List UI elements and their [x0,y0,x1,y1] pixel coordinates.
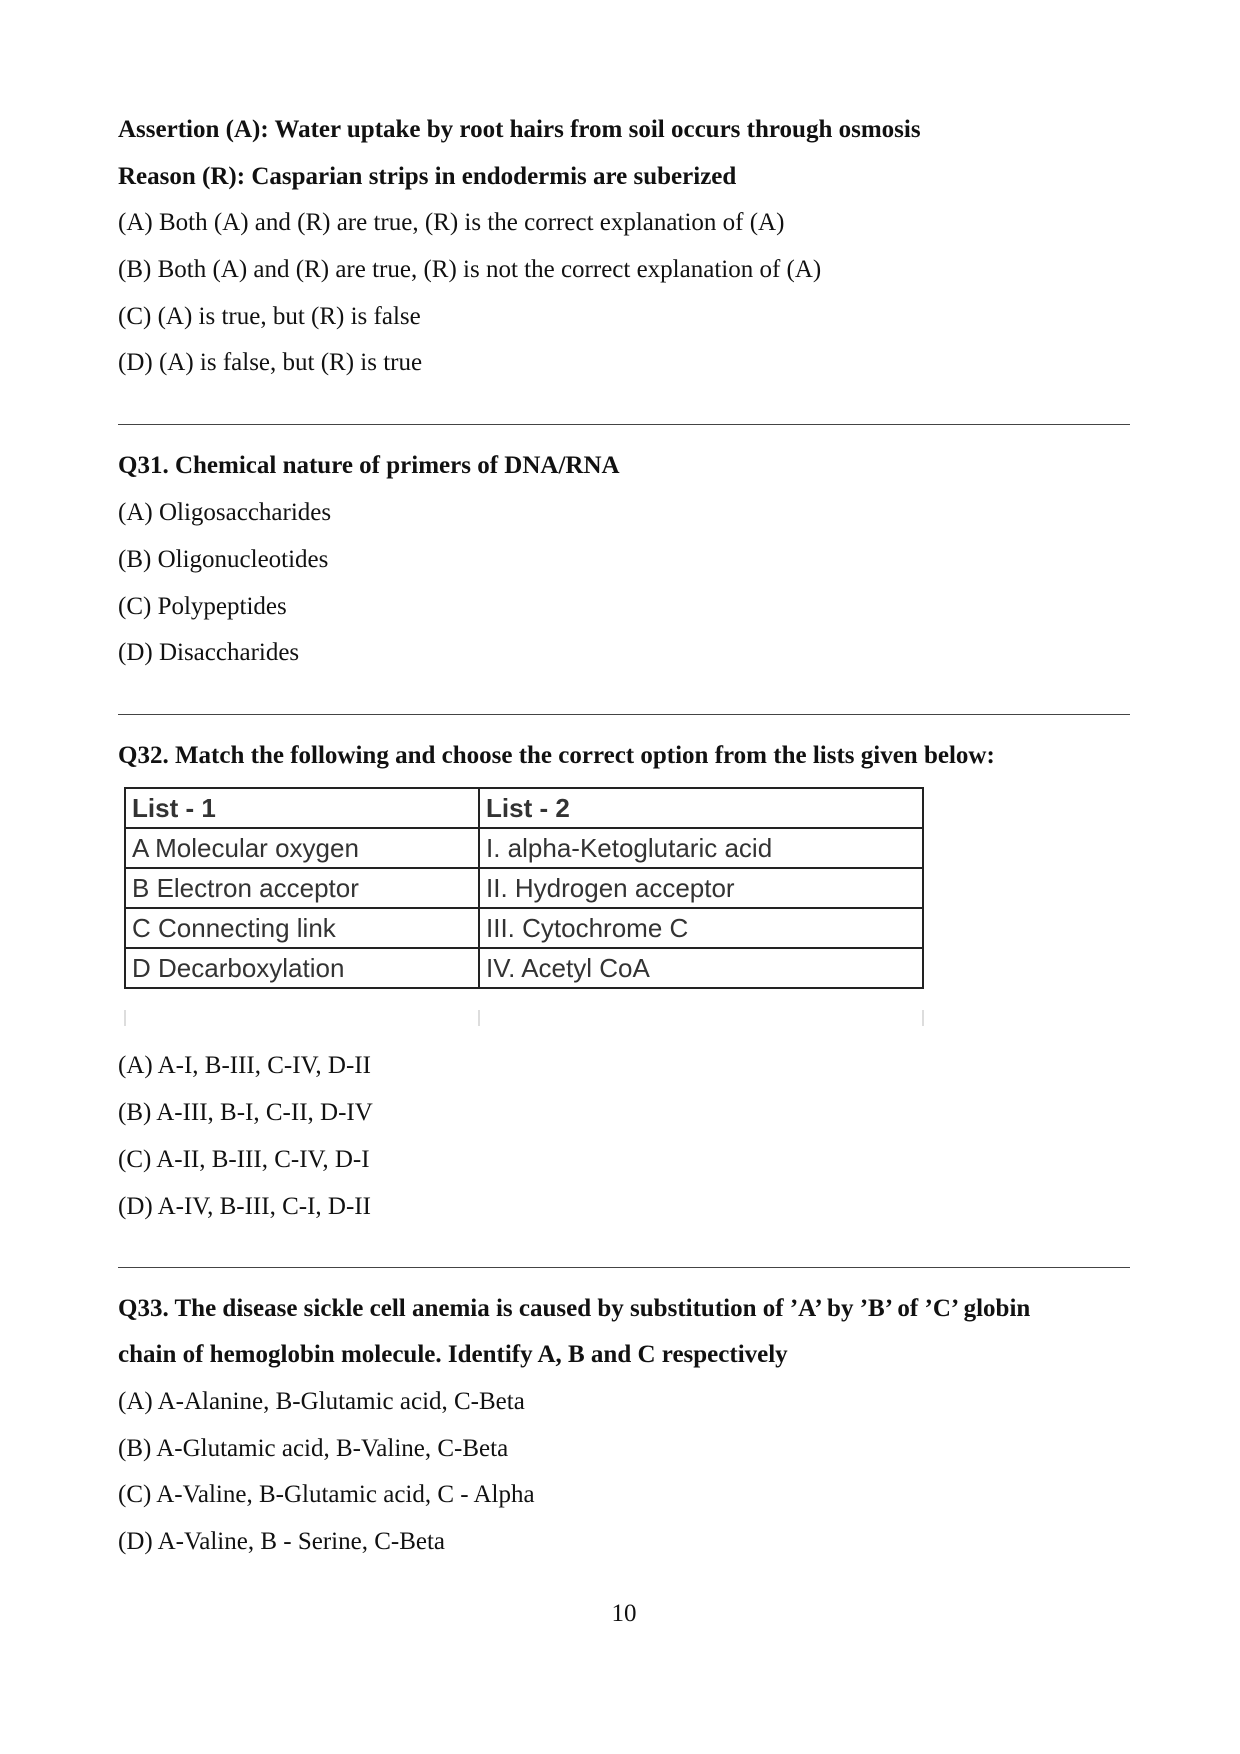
q30-option-c: (C) (A) is true, but (R) is false [118,303,421,330]
table-stub-line [922,1010,924,1026]
table-cell: I. alpha-Ketoglutaric acid [479,828,923,868]
reason-text: Reason (R): Casparian strips in endodermis are suberized [118,163,737,190]
q31-option-b: (B) Oligonucleotides [118,546,329,573]
q33-question-line2: chain of hemoglobin molecule. Identify A, B and C respectively [118,1341,788,1368]
q30-option-a: (A) Both (A) and (R) are true, (R) is the correct explanation of (A) [118,209,785,236]
q32-option-a: (A) A-I, B-III, C-IV, D-II [118,1052,371,1079]
table-cell: C Connecting link [125,908,479,948]
table-header-list1: List - 1 [125,788,479,828]
q30-option-b: (B) Both (A) and (R) are true, (R) is not the correct explanation of (A) [118,256,822,283]
q33-option-c: (C) A-Valine, B-Glutamic acid, C - Alpha [118,1481,535,1508]
table-cell: D Decarboxylation [125,948,479,988]
q31-question: Q31. Chemical nature of primers of DNA/RNA [118,452,620,479]
table-row [125,868,923,908]
table-cell: B Electron acceptor [125,868,479,908]
table-cell: II. Hydrogen acceptor [479,868,923,908]
assertion-text: Assertion (A): Water uptake by root hairs from soil occurs through osmosis [118,116,921,143]
q30-option-d: (D) (A) is false, but (R) is true [118,349,423,376]
divider [118,424,1130,425]
q32-option-d: (D) A-IV, B-III, C-I, D-II [118,1193,371,1220]
divider [118,1267,1130,1268]
table-cell: IV. Acetyl CoA [479,948,923,988]
q31-option-d: (D) Disaccharides [118,639,300,666]
page-number: 10 [611,1600,637,1627]
divider [118,714,1130,715]
match-table [124,787,924,989]
table-header-row [125,788,923,828]
table-stub-line [478,1010,480,1026]
q33-option-b: (B) A-Glutamic acid, B-Valine, C-Beta [118,1435,509,1462]
q32-question: Q32. Match the following and choose the correct option from the lists given below: [118,742,995,769]
q33-option-a: (A) A-Alanine, B-Glutamic acid, C-Beta [118,1388,525,1415]
q33-option-d: (D) A-Valine, B - Serine, C-Beta [118,1528,446,1555]
q32-option-c: (C) A-II, B-III, C-IV, D-I [118,1146,370,1173]
q31-option-a: (A) Oligosaccharides [118,499,332,526]
q32-option-b: (B) A-III, B-I, C-II, D-IV [118,1099,373,1126]
table-row [125,948,923,988]
table-row [125,908,923,948]
table-row [125,828,923,868]
q33-question-line1: Q33. The disease sickle cell anemia is caused by substitution of ’A’ by ’B’ of ’C’ globin [118,1295,1031,1322]
table-cell: A Molecular oxygen [125,828,479,868]
q31-option-c: (C) Polypeptides [118,593,287,620]
table-cell: III. Cytochrome C [479,908,923,948]
table-stub-line [124,1010,126,1026]
table-header-list2: List - 2 [479,788,923,828]
